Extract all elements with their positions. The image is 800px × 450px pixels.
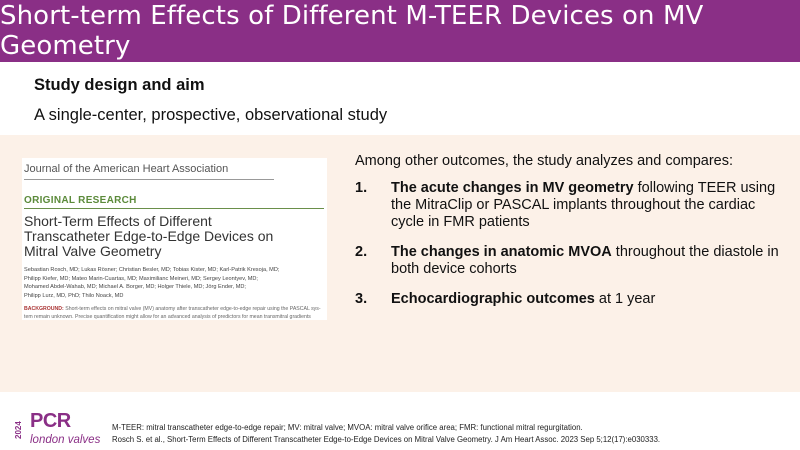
study-design-description: A single-center, prospective, observational study [34,106,388,124]
footnote-abbreviations: M-TEER: mitral transcatheter edge-to-edge repair; MV: mitral valve; MVOA: mitral valve orifice area; FMR: functional mitral regurgitation. [112,423,583,432]
study-design-section [34,72,774,125]
slide-title-bar [0,0,800,62]
article-title-line: Short-Term Effects of Different [24,213,212,229]
background-label: BACKGROUND: [24,306,64,312]
outcome-number: 2. [355,244,368,260]
author-line: Philipp Kiefer, MD; Mateo Marin-Cuartas, MD; Maximilianc Meineri, MD; Sergey Leontyev, MD; [24,275,258,282]
journal-divider [24,179,274,180]
outcomes-section [355,152,785,308]
outcome-bold: The acute changes in MV geometry [391,180,634,196]
outcome-bold: The changes in anatomic MVOA [391,244,612,260]
slide-title: Short-term Effects of Different M-TEER Devices on MV Geometry [0,1,704,61]
author-line: Sebastian Rosch, MD; Lukas Rösner; Christian Besler, MD; Tobias Kister, MD; Karl-Patrik Kresoja, MD; [24,267,280,273]
outcome-number: 3. [355,291,368,307]
study-design-heading: Study design and aim [34,76,205,94]
author-line: Mohamed Abdel-Wahab, MD; Michael A. Borger, MD; Holger Thiele, MD; Jörg Ender, MD; [24,284,246,291]
outcome-item [355,180,785,231]
article-authors [24,266,324,300]
article-background [24,306,324,320]
article-type-divider [24,208,324,209]
background-text: tem remain unknown. Precise quantification might allow for an advanced analysis of predictors for mean transmitral gradients [24,313,311,320]
outcomes-intro: Among other outcomes, the study analyzes and compares: [355,153,734,169]
outcome-text: following TEER using the MitraClip or PASCAL implants throughout the cardiac cycle in FMR patients [391,180,776,230]
outcome-item [355,244,785,278]
outcome-text: throughout the diastole in both device cohorts [391,244,779,277]
outcome-item [355,291,785,308]
outcome-text: at 1 year [594,291,656,307]
logo-subtitle: london valves [30,434,101,446]
logo-year: 2024 [14,421,23,439]
article-title [24,214,324,259]
logo-brand: PCR [30,410,71,432]
article-title-line: Transcatheter Edge-to-Edge Devices on [24,228,274,244]
outcome-number: 1. [355,180,368,196]
author-line: Philipp Lurz, MD, PhD; Thilo Noack, MD [24,292,124,299]
journal-article-image [22,158,327,320]
pcr-london-valves-logo [14,410,104,450]
outcomes-list [355,180,785,308]
footnote-reference: Rosch S. et al., Short-Term Effects of Different Transcatheter Edge-to-Edge Devices on Mitral Valve Geometry. J Am Heart Assoc. 2023 Sep 5;12(17):e030333. [112,435,661,444]
article-title-line: Mitral Valve Geometry [24,243,162,259]
outcome-bold: Echocardiographic outcomes [391,291,595,307]
journal-name: Journal of the American Heart Association [24,163,229,175]
footnotes [112,422,792,446]
article-type: ORIGINAL RESEARCH [24,195,137,206]
background-text: Short-term effects on mitral valve (MV) anatomy after transcatheter edge-to-edge repair using the PASCAL sys- [65,306,321,312]
